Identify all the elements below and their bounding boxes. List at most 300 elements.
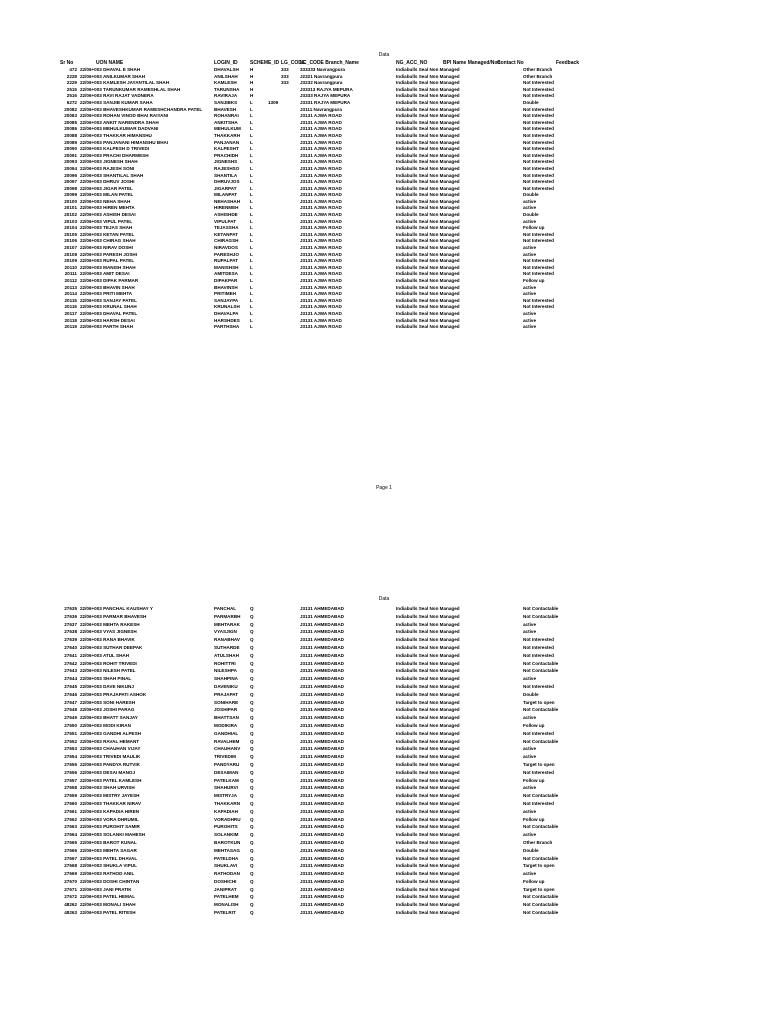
cell-branch: J3131 AHMEDABAD (300, 793, 344, 799)
cell-uon: 22/06+003 DAVE NIKUNJ (80, 683, 134, 689)
cell-fb: active (523, 785, 537, 791)
cell-branch: J3131 AHMEDABAD (300, 777, 344, 783)
cell-bpi: Indiabulls Seal Non Managed (396, 629, 460, 635)
cell-login: ROHITTRI (214, 660, 236, 666)
cell-fb: active (523, 746, 537, 752)
cell-fb: Not Interested (523, 86, 554, 92)
cell-fb: Not Interested (523, 80, 554, 86)
cell-scheme: L (250, 231, 253, 237)
cell-srno: 27650 (64, 722, 77, 728)
table-row (0, 800, 768, 808)
cell-bpi: Indiabulls Seal Non Managed (396, 769, 460, 775)
page-1-rows (0, 67, 768, 331)
cell-login: DHAVALPA (214, 310, 239, 316)
cell-scheme: Q (250, 660, 254, 666)
cell-branch: J3131 AHMEDABAD (300, 668, 344, 674)
table-row (0, 140, 768, 147)
cell-login: PRAJAPAT (214, 691, 239, 697)
cell-fb: Not Interested (523, 644, 554, 650)
cell-bpi: Indiabulls Seal Non Managed (396, 73, 460, 79)
table-row (0, 738, 768, 746)
cell-fb: Other Branch (523, 67, 553, 72)
cell-uon: 22/06+003 MISTRY JAYESH (80, 793, 140, 799)
cell-scheme: Q (250, 707, 254, 713)
cell-uon: 22/06+003 SHAH URVISH (80, 785, 135, 791)
cell-branch: J3131 AHMEDABAD (300, 808, 344, 814)
cell-bpi: Indiabulls Seal Non Managed (396, 832, 460, 838)
cell-fb: Not Interested (523, 93, 554, 99)
table-row (0, 823, 768, 831)
cell-login: SHAHURVI (214, 785, 238, 791)
cell-scheme: Q (250, 676, 254, 682)
cell-login: GANDHIAL (214, 730, 239, 736)
cell-branch: J3131 AJWA ROAD (300, 231, 342, 237)
cell-scheme: L (250, 317, 253, 323)
cell-fb: Not Interested (523, 637, 554, 643)
cell-branch: J3111 Navrangpura (300, 106, 342, 112)
cell-srno: 20101 (64, 205, 77, 211)
cell-bpi: Indiabulls Seal Non Managed (396, 722, 460, 728)
cell-srno: 20111 (64, 271, 77, 277)
cell-fb: Not Contactable (523, 613, 559, 619)
cell-uon: 22/06+003 MEHULKUMAR DADVANI (80, 126, 159, 132)
cell-scheme: L (250, 139, 253, 145)
cell-srno: 27661 (64, 808, 77, 814)
cell-lg: 333 (281, 73, 289, 79)
cell-scheme: Q (250, 832, 254, 838)
cell-branch: J3331 RAJYA MEPURA (300, 99, 351, 105)
cell-branch: J3131 AHMEDABAD (300, 863, 344, 869)
cell-branch: J3131 AJWA ROAD (300, 205, 342, 211)
cell-branch: J3131 AHMEDABAD (300, 652, 344, 658)
table-row (0, 691, 768, 699)
cell-fb: active (523, 871, 537, 877)
cell-login: DIPAKPAR (214, 278, 238, 283)
cell-srno: 20093 (64, 159, 77, 165)
cell-login: AMITDESA (214, 271, 238, 277)
cell-uon: 22/06+003 RATHOD ANIL (80, 871, 135, 877)
cell-login: SOLANKIM (214, 832, 239, 838)
cell-uon: 22/06+003 MILAN PATEL (80, 192, 134, 198)
cell-bpi: Indiabulls Seal Non Managed (396, 271, 460, 277)
table-row (0, 278, 768, 285)
cell-branch: J3131 AJWA ROAD (300, 218, 342, 224)
cell-uon: 22/06+003 DESAI MANOJ (80, 769, 136, 775)
cell-bpi: Indiabulls Seal Non Managed (396, 93, 460, 99)
cell-bpi: Indiabulls Seal Non Managed (396, 126, 460, 132)
cell-bpi: Indiabulls Seal Non Managed (396, 637, 460, 643)
cell-fb: Not Interested (523, 119, 554, 125)
cell-login: JANIPRAT (214, 886, 237, 892)
cell-scheme: Q (250, 808, 254, 814)
cell-branch: J3131 AJWA ROAD (300, 251, 342, 257)
cell-login: PUROHITS (214, 824, 238, 830)
table-row (0, 192, 768, 199)
cell-uon: 22/06+003 NIRAV DOSHI (80, 245, 133, 251)
cell-branch: J3131 AHMEDABAD (300, 621, 344, 627)
column-header-row (0, 60, 768, 67)
cell-bpi: Indiabulls Seal Non Managed (396, 231, 460, 237)
cell-srno: 6272 (66, 99, 77, 105)
cell-fb: Not Interested (523, 113, 554, 119)
cell-branch: J3131 AJWA ROAD (300, 291, 342, 297)
cell-srno: 27643 (64, 668, 77, 674)
cell-branch: J3131 AJWA ROAD (300, 198, 342, 204)
table-row (0, 893, 768, 901)
cell-login: KALPESHT (214, 146, 239, 152)
cell-login: DHRUVJOS (214, 179, 240, 185)
cell-uon: 22/06+003 NEHA SHAH (80, 198, 131, 204)
cell-branch: J3131 AHMEDABAD (300, 832, 344, 838)
cell-uon: 22/06+003 SANJAY PATEL (80, 297, 137, 303)
table-row (0, 304, 768, 311)
cell-fb: Not Interested (523, 730, 554, 736)
cell-bpi: Indiabulls Seal Non Managed (396, 683, 460, 689)
cell-branch: J3131 AJWA ROAD (300, 159, 342, 165)
cell-srno: 27641 (64, 652, 77, 658)
cell-bpi: Indiabulls Seal Non Managed (396, 304, 460, 310)
table-row (0, 199, 768, 206)
cell-srno: 27649 (64, 715, 77, 721)
cell-login: THAKKARN (214, 800, 241, 806)
cell-srno: 27657 (64, 777, 77, 783)
cell-uon: 22/06+003 SANJIB KUMAR SAHA (80, 99, 153, 105)
cell-branch: J3131 AJWA ROAD (300, 146, 342, 152)
cell-login: PATELKAM (214, 777, 239, 783)
cell-branch: J3131 AHMEDABAD (300, 629, 344, 635)
cell-bpi: Indiabulls Seal Non Managed (396, 660, 460, 666)
table-row (0, 660, 768, 668)
cell-branch: J3131 AJWA ROAD (300, 264, 342, 270)
cell-login: PATELDHA (214, 855, 239, 861)
table-row (0, 153, 768, 160)
cell-login: THAKKARH (214, 132, 241, 138)
cell-uon: 22/06+003 PARTH SHAH (80, 324, 133, 330)
cell-uon: 22/06+003 GANDHI ALPESH (80, 730, 141, 736)
cell-branch: J3131 AJWA ROAD (300, 238, 342, 244)
cell-bpi: Indiabulls Seal Non Managed (396, 113, 460, 119)
cell-scheme: L (250, 284, 253, 290)
cell-branch: J3131 AHMEDABAD (300, 824, 344, 830)
cell-scheme: L (250, 179, 253, 185)
cell-branch: J3131 AHMEDABAD (300, 644, 344, 650)
table-row (0, 232, 768, 239)
cell-fb: Target to open (523, 761, 555, 767)
cell-scheme: Q (250, 730, 254, 736)
cell-scheme: Q (250, 754, 254, 760)
cell-scheme: L (250, 146, 253, 152)
cell-branch: J3131 AHMEDABAD (300, 676, 344, 682)
cell-srno: 20083 (64, 113, 77, 119)
cell-uon: 22/06+003 DHRUV JOSHI (80, 179, 135, 185)
cell-branch: J3333 RAJYA MEPURA (300, 93, 351, 99)
cell-uon: 22/06+003 BAROT KUNAL (80, 839, 137, 845)
cell-scheme: L (250, 218, 253, 224)
cell-branch: J3131 AHMEDABAD (300, 855, 344, 861)
table-row (0, 93, 768, 100)
cell-bpi: Indiabulls Seal Non Managed (396, 746, 460, 752)
cell-bpi: Indiabulls Seal Non Managed (396, 324, 460, 330)
cell-login: RUPALPAT (214, 258, 238, 264)
cell-branch: J3131 AHMEDABAD (300, 871, 344, 877)
cell-srno: 27659 (64, 793, 77, 799)
cell-login: RAVIRAJA (214, 93, 238, 99)
cell-branch: J3131 AJWA ROAD (300, 113, 342, 119)
cell-branch: J3131 AHMEDABAD (300, 746, 344, 752)
cell-bpi: Indiabulls Seal Non Managed (396, 707, 460, 713)
cell-bpi: Indiabulls Seal Non Managed (396, 886, 460, 892)
table-row (0, 714, 768, 722)
cell-srno: 27665 (64, 839, 77, 845)
cell-login: MISTRYJA (214, 793, 238, 799)
header-uon-name: UON NAME (96, 60, 124, 66)
cell-branch: J3131 AJWA ROAD (300, 284, 342, 290)
cell-bpi: Indiabulls Seal Non Managed (396, 185, 460, 191)
cell-uon: 22/06+003 ANILKUMAR SHAH (80, 73, 146, 79)
cell-login: SUTHARDE (214, 644, 240, 650)
cell-srno: 27638 (64, 629, 77, 635)
cell-fb: Not Contactable (523, 894, 559, 900)
cell-fb: Follow up (523, 225, 545, 231)
cell-fb: active (523, 754, 537, 760)
cell-fb: Not Interested (523, 769, 554, 775)
cell-bpi: Indiabulls Seal Non Managed (396, 152, 460, 158)
cell-uon: 22/06+003 PATEL KAMLESH (80, 777, 142, 783)
cell-srno: 27655 (64, 761, 77, 767)
cell-srno: 20106 (64, 238, 77, 244)
cell-srno: 20085 (64, 119, 77, 125)
cell-srno: 27636 (64, 613, 77, 619)
table-row (0, 636, 768, 644)
cell-bpi: Indiabulls Seal Non Managed (396, 847, 460, 853)
sheet-title: Data (378, 52, 390, 58)
cell-bpi: Indiabulls Seal Non Managed (396, 99, 460, 105)
cell-login: BHATTSAN (214, 715, 239, 721)
cell-scheme: Q (250, 839, 254, 845)
cell-fb: Not Interested (523, 238, 554, 244)
cell-bpi: Indiabulls Seal Non Managed (396, 245, 460, 251)
cell-uon: 22/06+003 KRUNAL SHAH (80, 304, 137, 310)
cell-fb: active (523, 218, 537, 224)
cell-fb: Follow up (523, 278, 545, 283)
cell-uon: 22/06+003 DOSHI CHINTAN (80, 878, 140, 884)
cell-branch: J3131 AJWA ROAD (300, 310, 342, 316)
cell-scheme: Q (250, 793, 254, 799)
cell-login: PARMARBH (214, 613, 241, 619)
table-row (0, 173, 768, 180)
cell-uon: 22/06+003 PRACHI DHARMESH (80, 152, 149, 158)
cell-fb: Not Interested (523, 800, 554, 806)
cell-fb: Not Contactable (523, 855, 559, 861)
cell-branch: J3131 AJWA ROAD (300, 185, 342, 191)
cell-login: MONALISH (214, 902, 239, 908)
cell-scheme: Q (250, 621, 254, 627)
cell-srno: 20098 (64, 185, 77, 191)
table-row (0, 870, 768, 878)
table-row (0, 179, 768, 186)
cell-bpi: Indiabulls Seal Non Managed (396, 238, 460, 244)
header-contact-no: Contact No (497, 60, 524, 66)
cell-scheme: Q (250, 894, 254, 900)
table-row (0, 628, 768, 636)
table-row (0, 753, 768, 761)
header-srno: Sr No (60, 60, 74, 66)
cell-uon: 22/06+003 VORA DHRUMIL (80, 816, 139, 822)
cell-login: DHAVALSH (214, 67, 239, 72)
cell-srno: 20103 (64, 218, 77, 224)
header-login-id: LOGIN_ID (214, 60, 238, 66)
cell-login: PARESHJO (214, 251, 239, 257)
cell-scheme: L (250, 291, 253, 297)
cell-srno: 20108 (64, 251, 77, 257)
cell-srno: 27652 (64, 738, 77, 744)
cell-srno: 27647 (64, 699, 77, 705)
cell-uon: 22/06+003 PANCHAL KAUSHAY Y (80, 606, 153, 611)
cell-branch: J3131 AJWA ROAD (300, 212, 342, 218)
cell-branch: J3131 AHMEDABAD (300, 691, 344, 697)
cell-scheme: Q (250, 910, 254, 916)
cell-scheme: L (250, 165, 253, 171)
cell-fb: Not Interested (523, 152, 554, 158)
cell-srno: 20094 (64, 165, 77, 171)
cell-srno: 2228 (66, 73, 77, 79)
cell-bpi: Indiabulls Seal Non Managed (396, 132, 460, 138)
cell-fb: Not Interested (523, 304, 554, 310)
page-label: Page 1 (376, 485, 392, 491)
cell-uon: 22/06+003 JIGNESH SHAH (80, 159, 138, 165)
cell-uon: 22/06+003 THAKKAR NIRAV (80, 800, 142, 806)
cell-scheme: Q (250, 606, 254, 611)
cell-uon: 22/06+003 TARUNKUMAR RAMESHLAL SHAH (80, 86, 181, 92)
cell-uon: 22/06+003 PRAJAPATI ASHOK (80, 691, 147, 697)
cell-scheme: Q (250, 863, 254, 869)
cell-bpi: Indiabulls Seal Non Managed (396, 808, 460, 814)
cell-fb: Follow up (523, 777, 545, 783)
cell-bpi: Indiabulls Seal Non Managed (396, 310, 460, 316)
cell-bpi: Indiabulls Seal Non Managed (396, 691, 460, 697)
cell-branch: J3131 AHMEDABAD (300, 785, 344, 791)
cell-scheme: H (250, 67, 254, 72)
cell-uon: 22/06+003 MEHTA RAKESH (80, 621, 140, 627)
cell-fb: active (523, 715, 537, 721)
cell-login: MEHTARAK (214, 621, 240, 627)
cell-scheme: Q (250, 644, 254, 650)
cell-srno: 20117 (64, 310, 77, 316)
cell-bpi: Indiabulls Seal Non Managed (396, 777, 460, 783)
table-row (0, 683, 768, 691)
cell-uon: 22/06+003 SHANTILAL SHAH (80, 172, 144, 178)
cell-srno: 27648 (64, 707, 77, 713)
table-row (0, 745, 768, 753)
cell-scheme: L (250, 132, 253, 138)
cell-uon: 22/06+003 RUPAL PATEL (80, 258, 135, 264)
table-row (0, 909, 768, 917)
cell-uon: 22/06+003 SONI HARESH (80, 699, 136, 705)
cell-scheme: L (250, 205, 253, 211)
cell-branch: J3131 AJWA ROAD (300, 165, 342, 171)
table-row (0, 730, 768, 738)
cell-scheme: L (250, 304, 253, 310)
cell-bpi: Indiabulls Seal Non Managed (396, 644, 460, 650)
cell-branch: J3131 AHMEDABAD (300, 847, 344, 853)
cell-login: KAMLESH (214, 80, 237, 86)
cell-scheme: H (250, 86, 254, 92)
cell-srno: 20107 (64, 245, 77, 251)
cell-login: PATELHEM (214, 894, 239, 900)
cell-srno: 20112 (64, 278, 77, 283)
cell-login: MILANPAT (214, 192, 238, 198)
table-row (0, 605, 768, 613)
cell-scheme: L (250, 310, 253, 316)
cell-uon: 22/06+003 JANI PRATIK (80, 886, 132, 892)
cell-branch: J3131 AHMEDABAD (300, 761, 344, 767)
cell-srno: 48262 (64, 902, 77, 908)
cell-scheme: Q (250, 785, 254, 791)
cell-bpi: Indiabulls Seal Non Managed (396, 198, 460, 204)
cell-branch: J3131 AHMEDABAD (300, 715, 344, 721)
cell-login: SONIHARE (214, 699, 239, 705)
cell-fb: Target to open (523, 886, 555, 892)
cell-bpi: Indiabulls Seal Non Managed (396, 264, 460, 270)
cell-fb: Target to open (523, 863, 555, 869)
cell-scheme: Q (250, 683, 254, 689)
cell-srno: 20086 (64, 126, 77, 132)
table-row (0, 225, 768, 232)
cell-uon: 22/06+003 ASHISH DESAI (80, 212, 136, 218)
cell-branch: J3131 AHMEDABAD (300, 738, 344, 744)
cell-fb: active (523, 676, 537, 682)
cell-scheme: Q (250, 746, 254, 752)
cell-scheme: Q (250, 668, 254, 674)
cell-scheme: L (250, 192, 253, 198)
page-2 (0, 500, 768, 1024)
cell-uon: 22/06+003 BHAVESHKUMAR RAMESHCHANDRA PATEL (80, 106, 203, 112)
cell-bpi: Indiabulls Seal Non Managed (396, 146, 460, 152)
cell-srno: 27640 (64, 644, 77, 650)
cell-branch: J3131 AHMEDABAD (300, 839, 344, 845)
cell-scheme: L (250, 251, 253, 257)
cell-login: MODIKIRA (214, 722, 238, 728)
cell-login: JIGNESHS (214, 159, 238, 165)
cell-uon: 22/06+003 ANKIT NARENDRA SHAH (80, 119, 159, 125)
cell-login: TRIVEDIM (214, 754, 236, 760)
cell-scheme: L (250, 258, 253, 264)
cell-uon: 22/06+003 RANA BHAVIK (80, 637, 135, 643)
cell-uon: 22/06+003 NILESH PATEL (80, 668, 136, 674)
cell-bpi: Indiabulls Seal Non Managed (396, 218, 460, 224)
cell-uon: 22/06+003 KETAN PATEL (80, 231, 135, 237)
cell-fb: active (523, 245, 537, 251)
cell-fb: Follow up (523, 722, 545, 728)
cell-uon: 22/06+003 BHAVIN SHAH (80, 284, 135, 290)
table-row (0, 186, 768, 193)
cell-login: TARUNSHA (214, 86, 240, 92)
cell-srno: 2515 (66, 86, 77, 92)
cell-srno: 20089 (64, 139, 77, 145)
cell-bpi: Indiabulls Seal Non Managed (396, 668, 460, 674)
table-row (0, 219, 768, 226)
cell-bpi: Indiabulls Seal Non Managed (396, 785, 460, 791)
cell-uon: 22/06+003 PARESH JOSHI (80, 251, 137, 257)
cell-fb: Not Interested (523, 126, 554, 132)
cell-bpi: Indiabulls Seal Non Managed (396, 621, 460, 627)
cell-srno: 20099 (64, 192, 77, 198)
table-row (0, 808, 768, 816)
cell-bpi: Indiabulls Seal Non Managed (396, 139, 460, 145)
cell-login: NILESHPA (214, 668, 237, 674)
cell-srno: 27668 (64, 863, 77, 869)
cell-bpi: Indiabulls Seal Non Managed (396, 291, 460, 297)
